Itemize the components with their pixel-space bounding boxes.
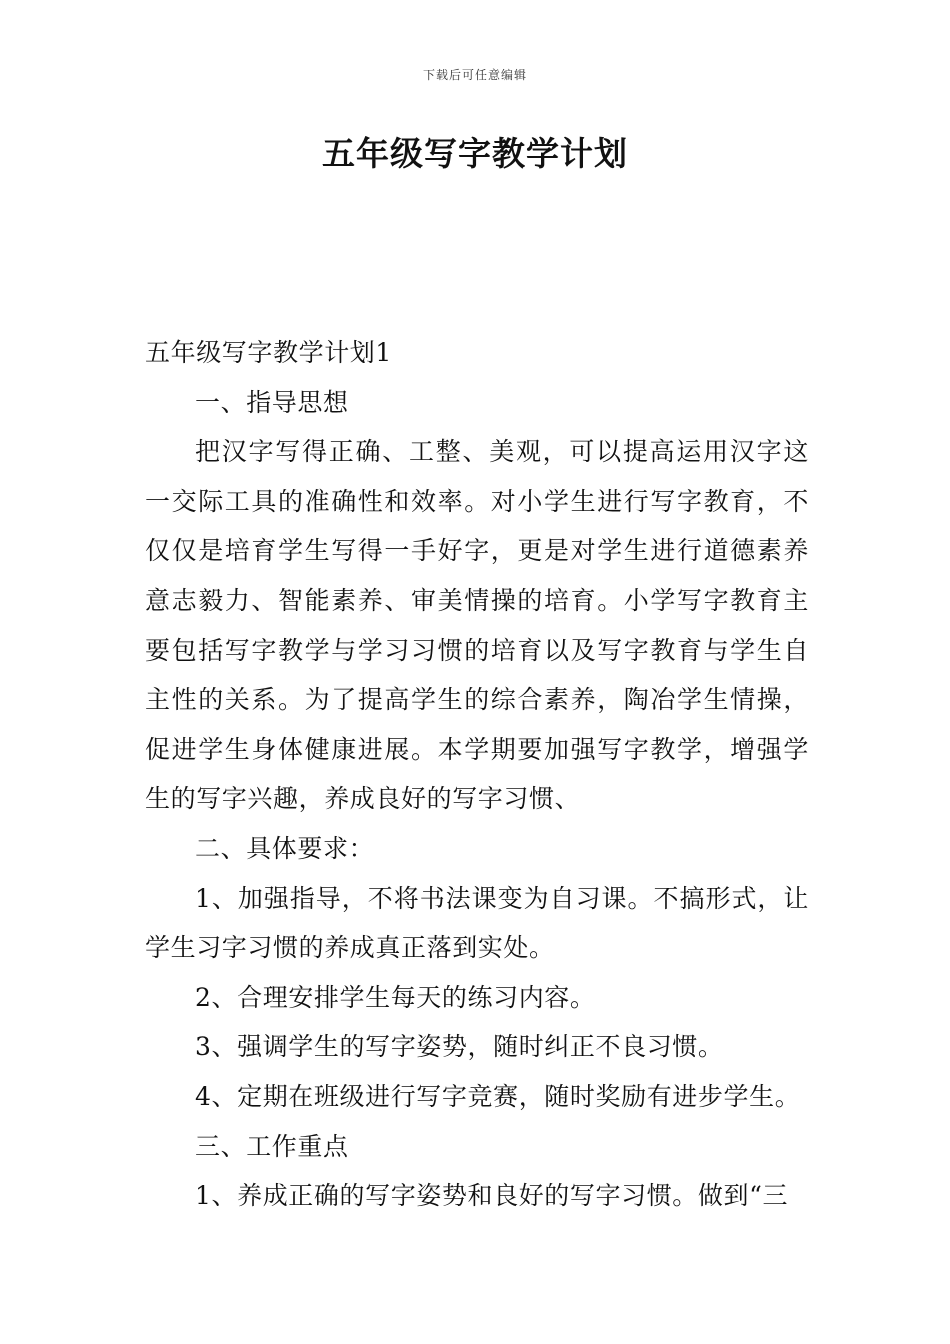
list-item: 3、强调学生的写字姿势，随时纠正不良习惯。 bbox=[195, 1032, 724, 1062]
list-item: 1、养成正确的写字姿势和良好的写字习惯。做到“三 bbox=[195, 1181, 789, 1211]
header-note: 下载后可任意编辑 bbox=[422, 68, 527, 82]
document-title: 五年级写字教学计划 bbox=[322, 134, 628, 173]
paragraph-guiding-thought: 把汉字写得正确、工整、美观，可以提高运用汉字这一交际工具的准确性和效率。对小学生进行写字教育，不仅仅是培育学生写得一手好字，更是对学生进行道德素养意志毅力、智能素养、审美情操的培育。小学写字教育主要包括写字教学与学习习惯的培育以及写字教育与学生自主性的关系。为了提高学生的综合素养，陶冶学生情操，促进学生身体健康进展。本学期要加强写字教学，增强学生的写字兴趣，养成良好的写字习惯、 bbox=[145, 437, 809, 814]
section-heading: 五年级写字教学计划1 bbox=[145, 338, 392, 367]
list-item: 2、合理安排学生每天的练习内容。 bbox=[195, 982, 596, 1012]
subheading-work-focus: 三、工作重点 bbox=[195, 1131, 349, 1161]
list-item: 1、加强指导，不将书法课变为自习课。不搞形式，让学生习字习惯的养成真正落到实处。 bbox=[145, 883, 809, 963]
subheading-requirements: 二、具体要求： bbox=[195, 833, 375, 863]
list-item: 4、定期在班级进行写字竞赛，随时奖励有进步学生。 bbox=[195, 1081, 801, 1111]
document-body bbox=[145, 328, 809, 1221]
subheading-guiding-thought: 一、指导思想 bbox=[195, 387, 349, 417]
